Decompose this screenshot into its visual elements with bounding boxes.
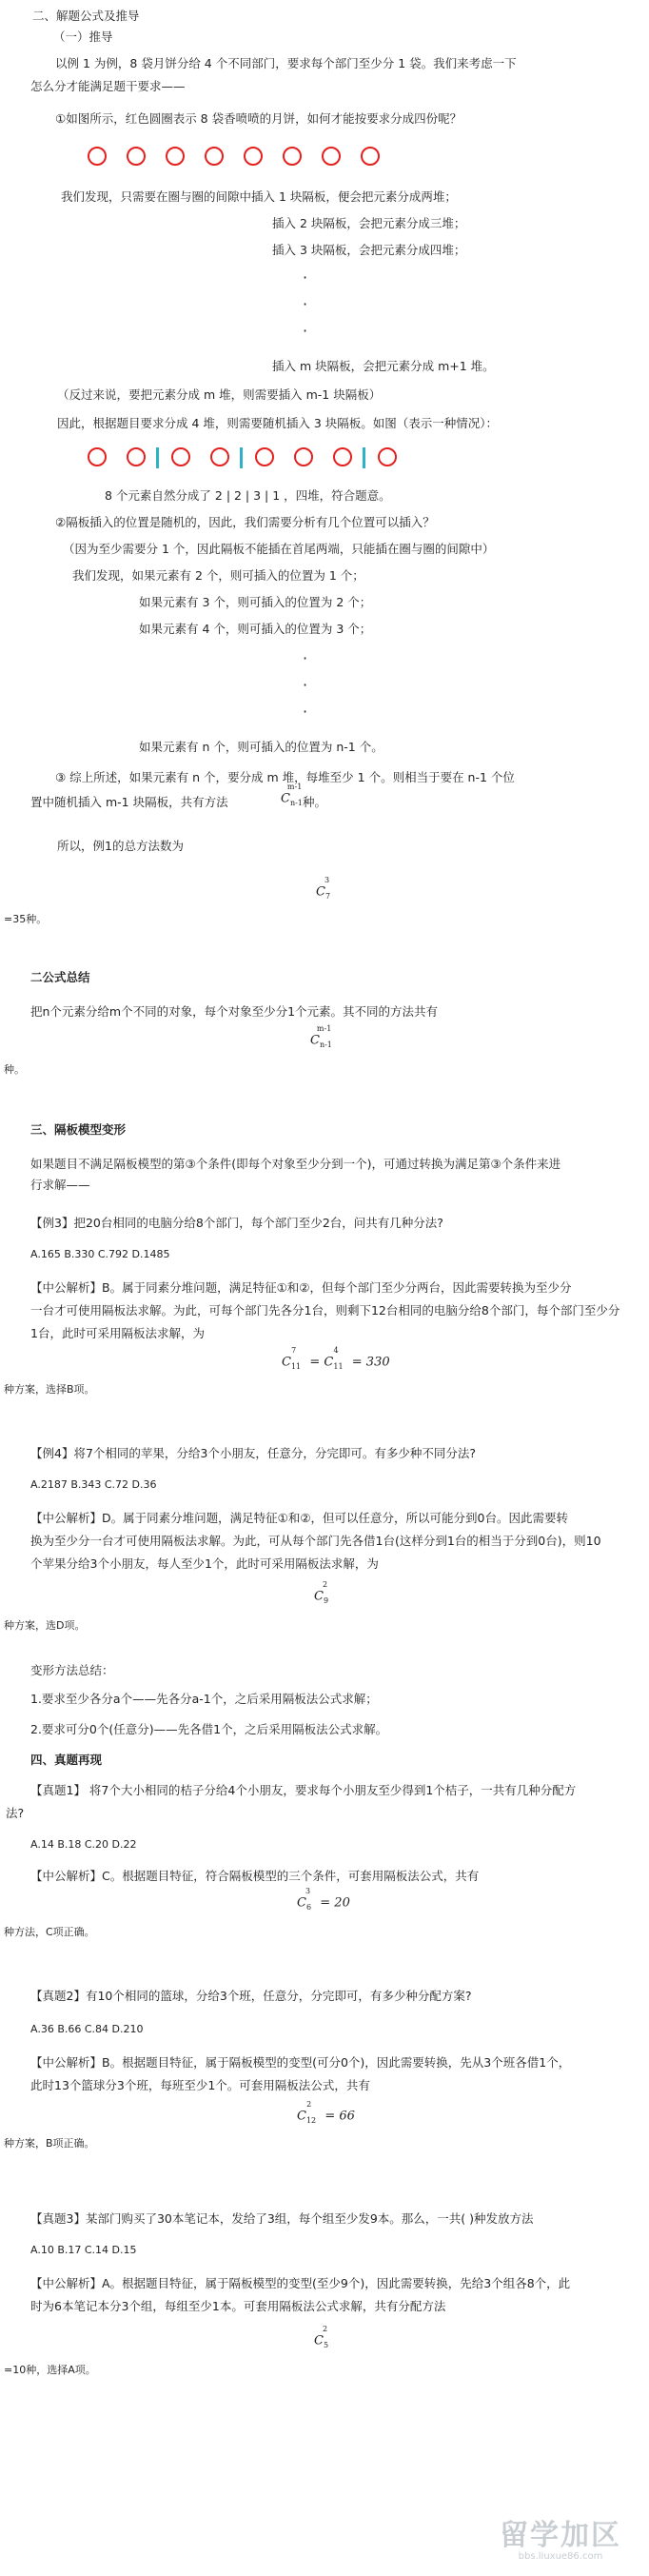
paragraph: 种方案，B项正确。 xyxy=(4,2137,95,2150)
ellipsis-dot: · xyxy=(303,649,308,667)
example-analysis: 一台才可使用隔板法求解。为此，可每个部门先各分1台，则剩下12台相同的电脑分给8个部门，每个部门至少分 xyxy=(30,1303,620,1318)
mooncake-circle xyxy=(294,447,313,466)
ellipsis-dot: · xyxy=(303,322,308,340)
example-question: 【例3】把20台相同的电脑分给8个部门，每个部门至少2台，问共有几种分法? xyxy=(30,1216,443,1230)
ellipsis-dot: · xyxy=(303,676,308,694)
mooncake-circle xyxy=(283,147,302,166)
paragraph: =10种，选择A项。 xyxy=(4,2364,96,2376)
paragraph: ②隔板插入的位置是随机的，因此，我们需要分析有几个位置可以插入？ xyxy=(55,515,435,529)
paragraph: 如果题目不满足隔板模型的第③个条件(即每个对象至少分到一个)，可通过转换为满足第③个条件来进 xyxy=(30,1157,561,1171)
paragraph: 8 个元素自然分成了 2 | 2 | 3 | 1 ，四堆，符合题意。 xyxy=(105,488,391,503)
paragraph: 2.要求可分0个(任意分)——先各借1个，之后采用隔板法公式求解。 xyxy=(30,1722,388,1736)
paragraph: （反过来说，要把元素分成 m 堆，则需要插入 m-1 块隔板） xyxy=(57,387,382,402)
exam-analysis: 【中公解析】B。根据题目特征，属于隔板模型的变型(可分0个)，因此需要转换，先从3个班各借1个， xyxy=(30,2055,571,2070)
combination-formula: $C_{11}^7 = C_{11}^4 = 330$ xyxy=(282,1346,390,1371)
paragraph: 怎么分才能满足题干要求—— xyxy=(30,79,186,93)
combination-formula: $C_{n-1}^{m-1}$ xyxy=(310,1024,332,1049)
mooncake-circle xyxy=(361,147,380,166)
mooncake-circle xyxy=(166,147,185,166)
paragraph: 所以，例1的总方法数为 xyxy=(57,839,184,853)
section-heading: 二、解题公式及推导 xyxy=(32,9,140,23)
combination-formula: $C_5^2$ xyxy=(314,2325,329,2349)
mooncake-circle xyxy=(210,447,229,466)
ellipsis-dot: · xyxy=(303,295,308,313)
exam-question: 【真题3】某部门购买了30本笔记本，发给了3组，每个组至少发9本。那么，一共( )种发放方法 xyxy=(30,2211,534,2226)
paragraph: 变形方法总结： xyxy=(30,1663,114,1677)
subsection-heading: （一）推导 xyxy=(53,30,113,44)
paragraph: 我们发现，如果元素有 2 个，则可插入的位置为 1 个； xyxy=(72,568,364,583)
watermark-url: bbs.liuxue86.com xyxy=(518,2550,603,2562)
mooncake-circle xyxy=(88,447,107,466)
paragraph: 种。 xyxy=(4,1063,25,1076)
paragraph: ①如图所示，红色圆圈表示 8 袋香喷喷的月饼，如何才能按要求分成四份呢？ xyxy=(55,111,462,126)
watermark-logo: 留学加区 xyxy=(500,2518,621,2552)
paragraph: 如果元素有 3 个，则可插入的位置为 2 个； xyxy=(139,595,372,609)
divider-bar xyxy=(363,447,365,468)
divider-bar xyxy=(240,447,243,468)
paragraph: 插入 m 块隔板，会把元素分成 m+1 堆。 xyxy=(272,359,495,373)
section-heading: 四、真题再现 xyxy=(30,1753,103,1767)
paragraph: 置中随机插入 m-1 块隔板，共有方法 xyxy=(30,795,228,809)
exam-question: 【真题2】有10个相同的篮球，分给3个班，任意分，分完即可，有多少种分配方案? xyxy=(30,1989,472,2003)
combination-formula: $C_9^2$ xyxy=(314,1580,329,1605)
exam-analysis: 【中公解析】C。根据题目特征，符合隔板模型的三个条件，可套用隔板法公式，共有 xyxy=(30,1869,480,1883)
paragraph: 我们发现，只需要在圈与圈的间隙中插入 1 块隔板，便会把元素分成两堆； xyxy=(61,189,457,204)
combination-formula: $C_6^3 = 20$ xyxy=(297,1887,350,1912)
paragraph: 种方法，C项正确。 xyxy=(4,1926,95,1938)
mooncake-circle xyxy=(322,147,341,166)
paragraph: 行求解—— xyxy=(30,1178,90,1192)
divider-bar xyxy=(156,447,159,468)
exam-options: A.10 B.17 C.14 D.15 xyxy=(30,2244,137,2256)
example-analysis: 换为至少分一台才可使用隔板法求解。为此，可从每个部门先各借1台(这样分到1台的相当于分到0台)，则10 xyxy=(30,1534,601,1548)
exam-analysis: 时为6本笔记本分3个组，每组至少1本。可套用隔板法公式求解，共有分配方法 xyxy=(30,2299,446,2313)
example-options: A.165 B.330 C.792 D.1485 xyxy=(30,1248,170,1260)
paragraph: 插入 2 块隔板，会把元素分成三堆； xyxy=(272,216,466,230)
paragraph: （因为至少需要分 1 个，因此隔板不能插在首尾两端，只能插在圈与圈的间隙中） xyxy=(63,542,495,556)
mooncake-circle xyxy=(205,147,224,166)
example-analysis: 1台，此时可采用隔板法求解，为 xyxy=(30,1326,205,1340)
combination-formula: $C_{12}^2 = 66$ xyxy=(297,2100,355,2125)
exam-analysis: 此时13个篮球分3个班，每班至少1个。可套用隔板法公式，共有 xyxy=(30,2078,370,2092)
mooncake-circle xyxy=(255,447,274,466)
paragraph: 以例 1 为例，8 袋月饼分给 4 个不同部门，要求每个部门至少分 1 袋。我们来考虑一下 xyxy=(55,56,517,70)
paragraph: 种方案，选择B项。 xyxy=(4,1383,95,1396)
mooncake-circle xyxy=(127,147,146,166)
mooncake-circle xyxy=(171,447,190,466)
paragraph: 插入 3 块隔板，会把元素分成四堆； xyxy=(272,243,466,257)
exam-analysis: 【中公解析】A。根据题目特征，属于隔板模型的变型(至少9个)，因此需要转换，先给3个组各8个，此 xyxy=(30,2276,571,2290)
site-watermark xyxy=(489,2507,632,2565)
section-heading: 二公式总结 xyxy=(30,970,90,984)
paragraph: 如果元素有 n 个，则可插入的位置为 n-1 个。 xyxy=(139,740,384,754)
paragraph: 把n个元素分给m个不同的对象，每个对象至少分1个元素。其不同的方法共有 xyxy=(30,1004,439,1019)
section-heading: 三、隔板模型变形 xyxy=(30,1122,127,1137)
example-analysis: 【中公解析】B。属于同素分堆问题，满足特征①和②，但每个部门至少分两台，因此需要转换为至少分 xyxy=(30,1280,572,1295)
paragraph: 1.要求至少各分a个——先各分a-1个，之后采用隔板法公式求解； xyxy=(30,1692,378,1706)
mooncake-circle xyxy=(244,147,263,166)
exam-options: A.14 B.18 C.20 D.22 xyxy=(30,1838,137,1851)
paragraph: ③ 综上所述，如果元素有 n 个，要分成 m 堆，每堆至少 1 个。则相当于要在 n-1 个位 xyxy=(55,770,515,784)
mooncake-circle xyxy=(127,447,146,466)
paragraph: 种方案，选D项。 xyxy=(4,1619,86,1632)
example-options: A.2187 B.343 C.72 D.36 xyxy=(30,1478,157,1491)
example-question: 【例4】将7个相同的苹果，分给3个小朋友，任意分，分完即可。有多少种不同分法? xyxy=(30,1446,476,1460)
mooncake-circle xyxy=(378,447,397,466)
paragraph: 因此，根据题目要求分成 4 堆，则需要随机插入 3 块隔板。如图（表示一种情况）： xyxy=(57,416,499,430)
exam-question: 【真题1】 将7个大小相同的桔子分给4个小朋友，要求每个小朋友至少得到1个桔子，一共有几种分配方 xyxy=(30,1783,577,1797)
ellipsis-dot: · xyxy=(303,268,308,287)
ellipsis-dot: · xyxy=(303,703,308,721)
example-analysis: 【中公解析】D。属于同素分堆问题，满足特征①和②，但可以任意分，所以可能分到0台。因此需要转 xyxy=(30,1511,568,1525)
exam-options: A.36 B.66 C.84 D.210 xyxy=(30,2023,144,2035)
mooncake-circle xyxy=(333,447,352,466)
paragraph: =35种。 xyxy=(4,913,48,925)
mooncake-circle xyxy=(88,147,107,166)
combination-formula: $C_7^3$ xyxy=(316,876,331,901)
paragraph: 种。 xyxy=(303,795,327,809)
example-analysis: 个苹果分给3个小朋友，每人至少1个，此时可采用隔板法求解，为 xyxy=(30,1556,379,1571)
paragraph: 如果元素有 4 个，则可插入的位置为 3 个； xyxy=(139,622,372,636)
combination-formula: $C_{n-1}^{m-1}$ xyxy=(281,783,303,807)
exam-question: 法? xyxy=(6,1806,25,1820)
